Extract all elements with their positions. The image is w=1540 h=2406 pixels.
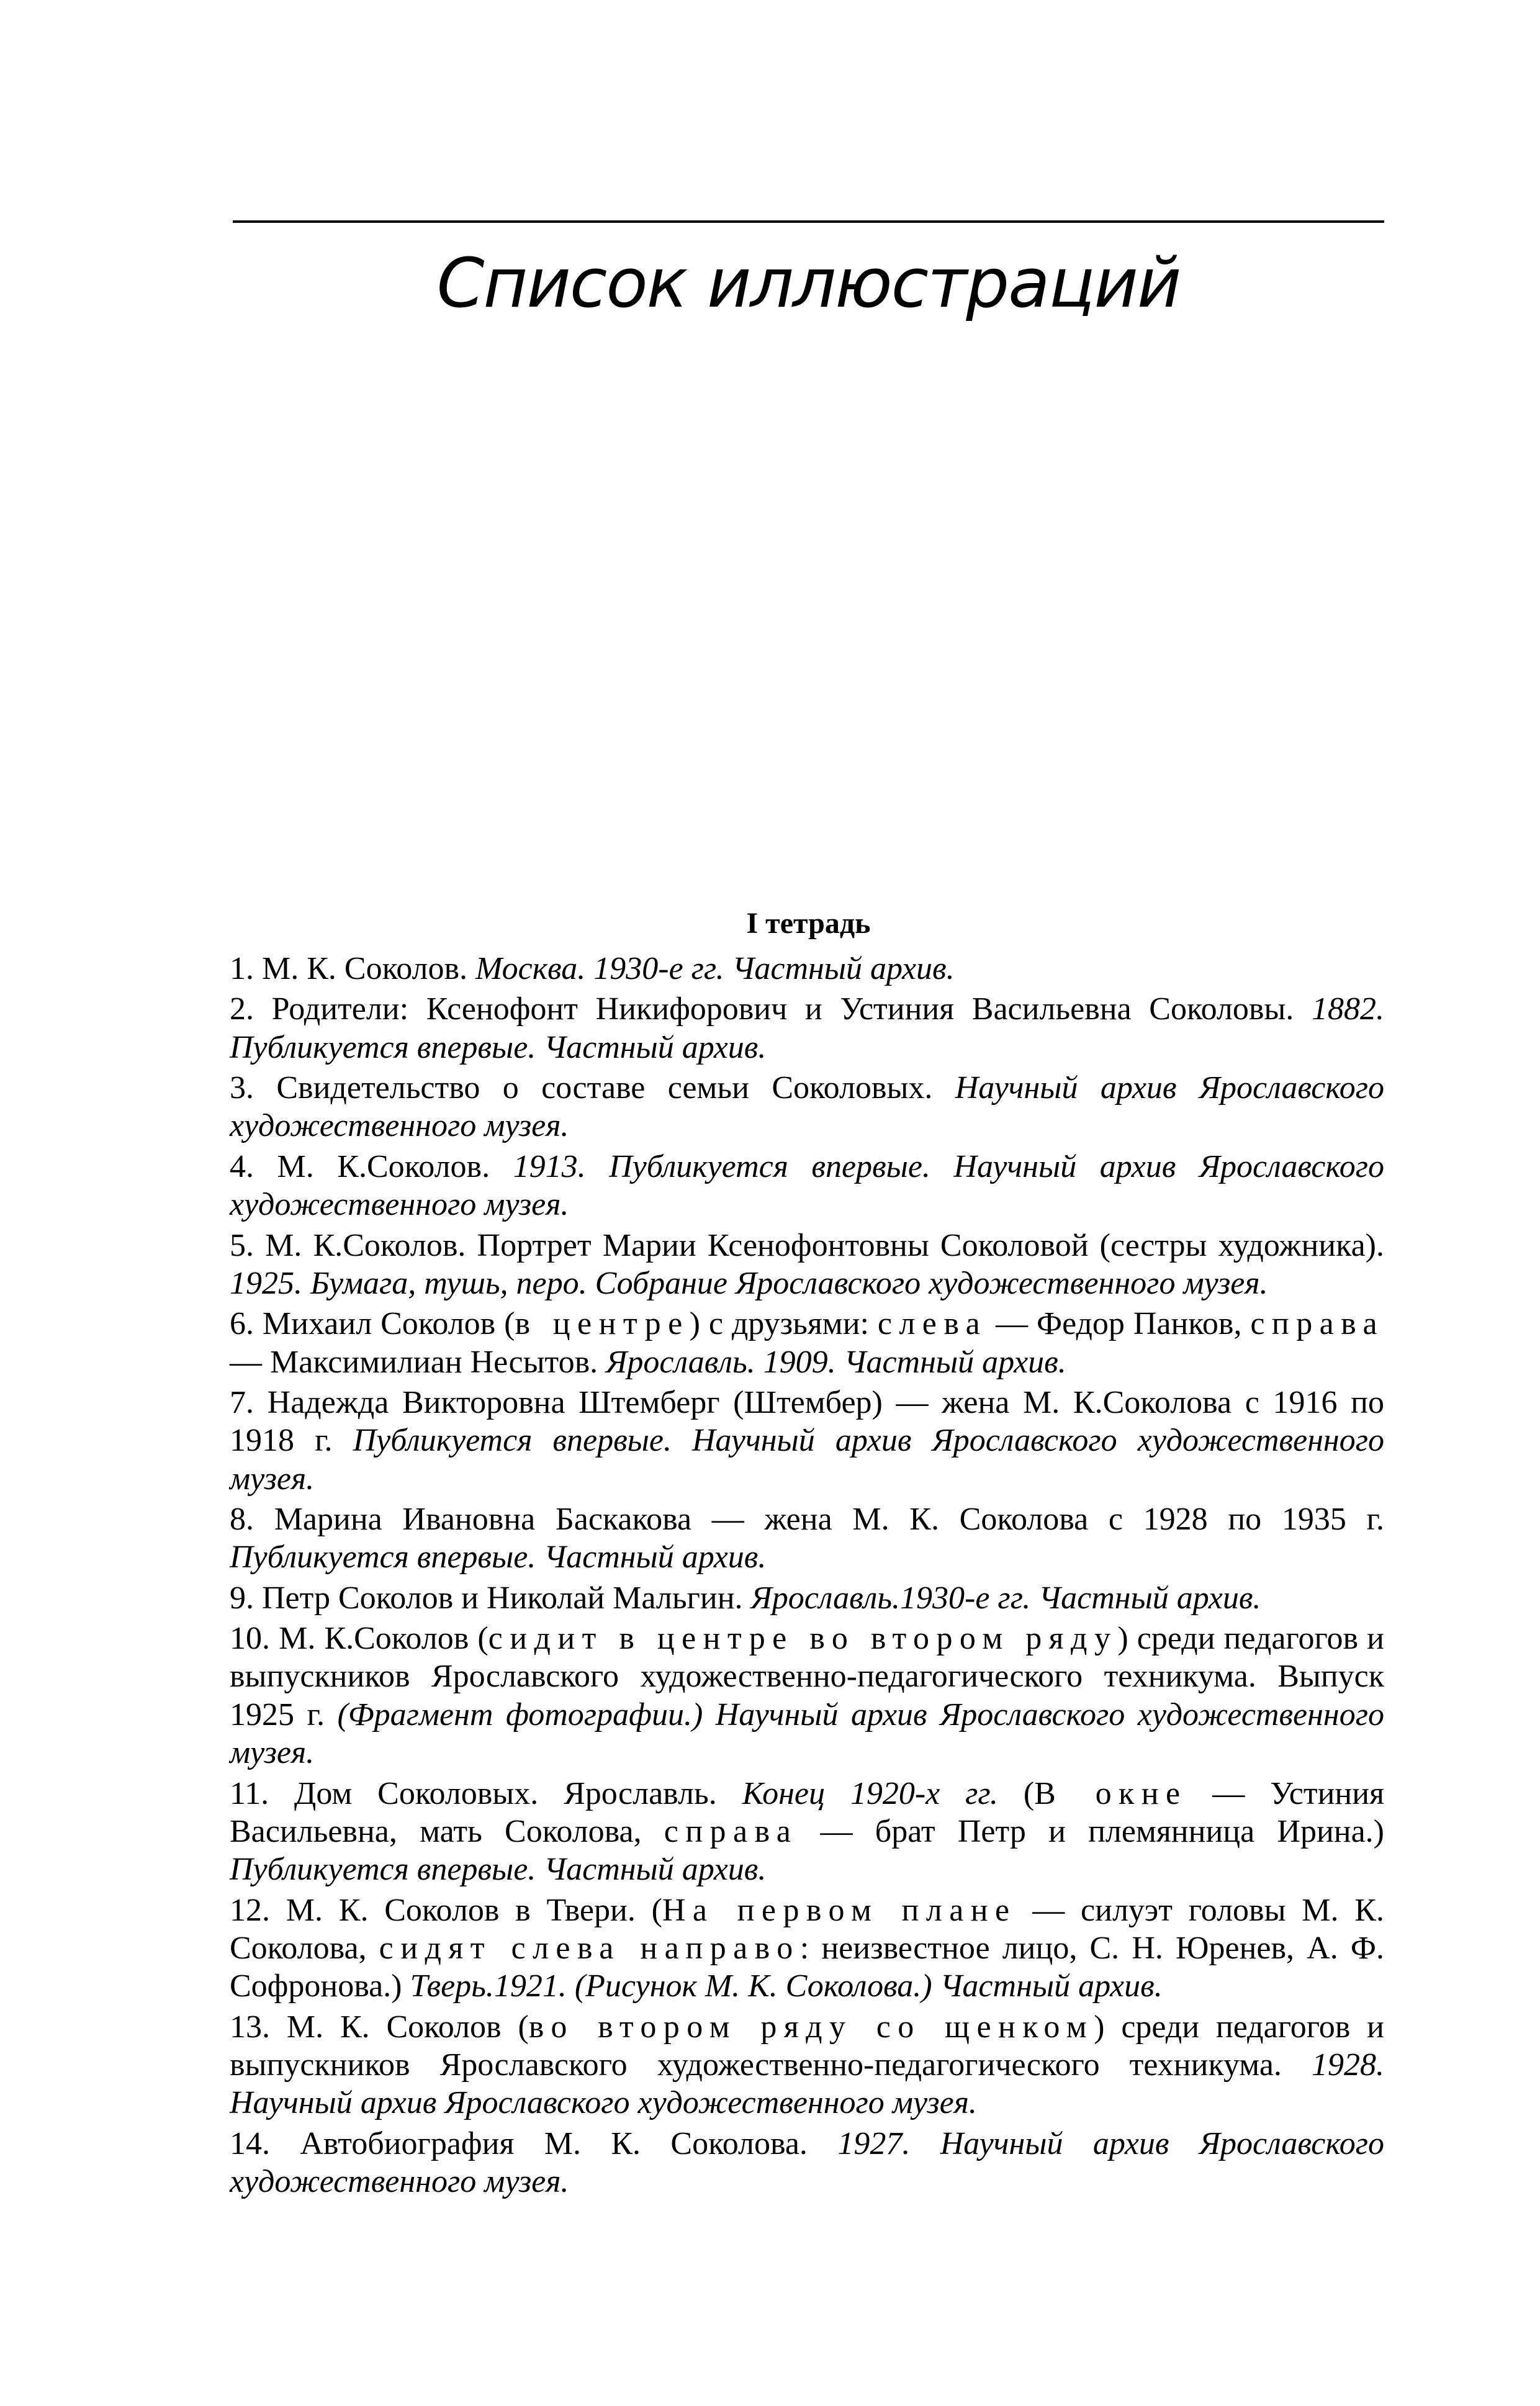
list-item: 9. Петр Соколов и Николай Мальгин. Ярославль.1930-е гг. Частный архив. xyxy=(230,1580,1261,1616)
list-item: 7. Надежда Викторовна Штемберг (Штембер) — жена М. К.Соколова с 1916 по 1918 г. Публикуется впервые. Научный архив Ярославского художественного музея. xyxy=(230,1384,1384,1497)
list-item: 14. Автобиография М. К. Соколова. 1927. Научный архив Ярославского художественного музея. xyxy=(230,2125,1385,2200)
chapter-title: Список иллюстраций xyxy=(436,243,1181,323)
list-item: 10. М. К.Соколов (сидит в центре во втором ряду) среди педагогов и выпускников Ярославского художественно-педагогического техникума. Выпуск 1925 г. (Фрагмент фотографии.) Научный архив Ярославского художественного музея. xyxy=(230,1621,1384,1771)
list-item: 4. М. К.Соколов. 1913. Публикуется впервые. Научный архив Ярославского художественного музея. xyxy=(230,1148,1384,1223)
list-item: 1. М. К. Соколов. Москва. 1930-е гг. Частный архив. xyxy=(230,951,955,986)
list-item: 8. Марина Ивановна Баскакова — жена М. К. Соколова с 1928 по 1935 г. Публикуется впервые. Частный архив. xyxy=(230,1502,1384,1575)
list-item: 6. Михаил Соколов (в центре) с друзьями: слева — Федор Панков, справа — Максимилиан Несытов. Ярославль. 1909. Частный архив. xyxy=(230,1306,1384,1380)
list-item: 13. М. К. Соколов (во втором ряду со щенком) среди педагогов и выпускников Ярославского художественно-педагогического техникума. 1928. Научный архив Ярославского художественного музея. xyxy=(230,2009,1384,2121)
illustration-list xyxy=(230,950,1384,2204)
list-item: 5. М. К.Соколов. Портрет Марии Ксенофонтовны Соколовой (сестры художника). 1925. Бумага, тушь, перо. Собрание Ярославского художественного музея. xyxy=(230,1227,1384,1301)
list-item: 12. М. К. Соколов в Твери. (На первом плане — силуэт головы М. К. Соколова, сидят слева направо: неизвестное лицо, С. Н. Юренев, А. Ф. Софронова.) Тверь.1921. (Рисунок М. К. Соколова.) Частный архив. xyxy=(230,1892,1384,2004)
list-item: 2. Родители: Ксенофонт Никифорович и Устиния Васильевна Соколовы. 1882. Публикуется впервые. Частный архив. xyxy=(230,991,1384,1065)
section-heading: I тетрадь xyxy=(746,907,871,940)
list-item: 3. Свидетельство о составе семьи Соколовых. Научный архив Ярославского художественного музея. xyxy=(230,1070,1384,1144)
header-rule xyxy=(233,220,1384,223)
list-item: 11. Дом Соколовых. Ярославль. Конец 1920-х гг. (В окне — Устиния Васильевна, мать Соколова, справа — брат Петр и племянница Ирина.) Публикуется впервые. Частный архив. xyxy=(230,1775,1384,1888)
